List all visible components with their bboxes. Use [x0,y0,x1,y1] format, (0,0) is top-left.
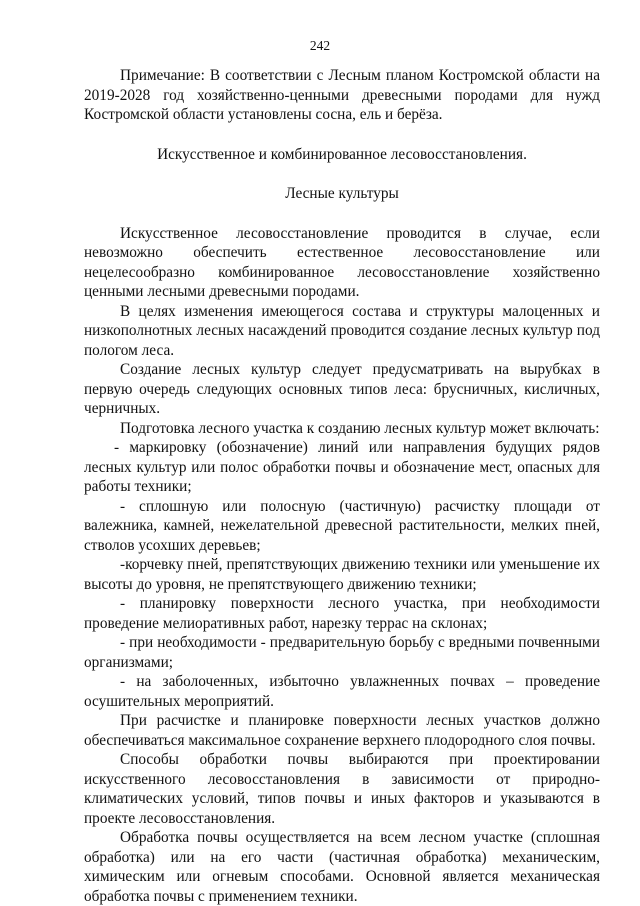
body-paragraph: В целях изменения имеющегося состава и структуры малоценных и низкополнотных лесных насаждений проводится создание лесных культур под пологом леса. [84,302,600,359]
body-paragraph: Обработка почвы осуществляется на всем лесном участке (сплошная обработка) или на его части (частичная обработка) механическим, химическим или огневым способами. Основной является механическая обработка почвы с применением техники. [84,829,600,905]
body-paragraph: Создание лесных культур следует предусматривать на вырубках в первую очередь следующих основных типов леса: брусничных, кисличных, черничных. [84,361,600,417]
list-item: - при необходимости - предварительную борьбу с вредными почвенными организмами; [84,634,600,671]
body-paragraph: Способы обработки почвы выбираются при проектировании искусственного лесовосстановления в зависимости от природно-климатических условий, типов почвы и иных факторов и указываются в проекте лесовосстановления. [84,751,600,827]
section-heading: Искусственное и комбинированное лесовосстановления. [157,145,527,163]
list-item: - сплошную или полосную (частичную) расчистку площади от валежника, камней, нежелательной древесной растительности, мелких пней, стволов усохших деревьев; [84,497,600,554]
body-paragraph: При расчистке и планировке поверхности лесных участков должно обеспечиваться максимальное сохранение верхнего плодородного слоя почвы. [84,712,600,749]
list-item: - на заболоченных, избыточно увлажненных почвах – проведение осушительных мероприятий. [84,673,600,710]
list-item: -корчевку пней, препятствующих движению техники или уменьшение их высоты до уровня, не препятствующего движению техники; [84,556,600,593]
page-content [84,66,600,906]
page-number: 242 [309,38,331,53]
list-item: - планировку поверхности лесного участка, при необходимости проведение мелиоративных работ, нарезку террас на склонах; [84,595,600,632]
subsection-heading: Лесные культуры [285,185,399,202]
note-paragraph: Примечание: В соответствии с Лесным планом Костромской области на 2019-2028 год хозяйственно-ценными древесными породами для нужд Костромской области установлены сосна, ель и берёза. [84,67,600,123]
list-item: - маркировку (обозначение) линий или направления будущих рядов лесных культур или полос обработки почвы и обозначение мест, опасных для работы техники; [84,439,600,495]
body-paragraph: Искусственное лесовосстановление проводится в случае, если невозможно обеспечить естественное лесовосстановление или нецелесообразно комбинированное лесовосстановление хозяйственно ценными лесными древесными породами. [84,224,600,300]
body-paragraph: Подготовка лесного участка к созданию лесных культур может включать: [120,419,600,437]
